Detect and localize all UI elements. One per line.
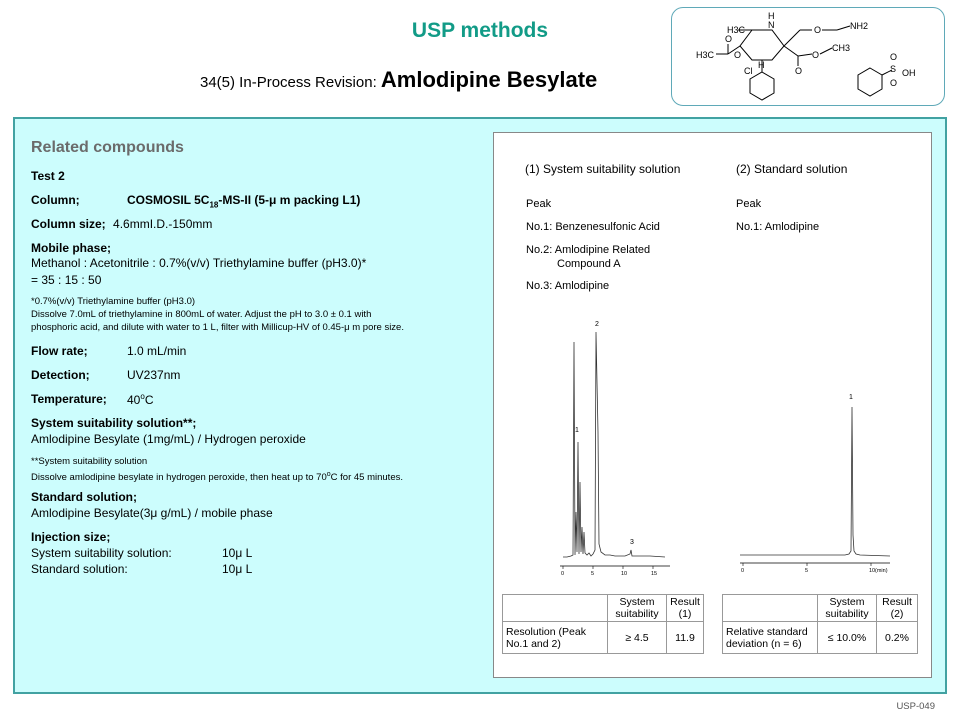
axis-unit: (min)	[875, 568, 888, 574]
result-table-2: System suitability Result (2) Relative standard deviation (n = 6) ≤ 10.0% 0.2%	[722, 594, 918, 654]
mobile-phase-label: Mobile phase;	[31, 241, 112, 255]
axis-tick-label: 5	[591, 571, 595, 577]
compound-name: Amlodipine Besylate	[380, 67, 598, 92]
axis-tick-label: 0	[561, 571, 565, 577]
mobile-phase-line2: = 35 : 15 : 50	[31, 273, 102, 287]
col1-peak-1: No.1: Benzenesulfonic Acid	[526, 221, 660, 233]
axis-tick-label: 10	[621, 571, 628, 577]
axis-tick-label: 15	[651, 571, 658, 577]
column-value: COSMOSIL $5C_{18}-MS-II$ (5-μ m packing L1)	[127, 193, 361, 210]
flow-rate-value: 1.0 mL/min	[127, 344, 187, 358]
chromatogram-1	[555, 312, 675, 577]
chromatogram-2	[735, 385, 895, 577]
axis-tick-label: 0	[741, 568, 745, 574]
col1-peak-2b: Compound A	[557, 258, 621, 270]
flow-rate-label: Flow rate;	[31, 344, 88, 358]
temperature-label: Temperature;	[31, 392, 107, 406]
std-solution-value: Amlodipine Besylate(3μ g/mL) / mobile phase	[31, 506, 273, 520]
structure-label: NH2	[850, 21, 869, 31]
structure-label: O	[812, 50, 820, 60]
structure-label: S	[890, 64, 897, 74]
peak-label-1: 1	[575, 427, 579, 434]
ss-solution-value: Amlodipine Besylate (1mg/mL) / Hydrogen peroxide	[31, 432, 306, 446]
ss-solution-note: **System suitability solution Dissolve amlodipine besylate in hydrogen peroxide, then heat up to 70$^o$C for 45 minutes.	[31, 456, 403, 484]
peak-label-2: 2	[595, 321, 599, 328]
structure-label: H3C	[696, 50, 715, 60]
structure-label: O	[734, 50, 742, 60]
structure-diagram	[672, 8, 944, 105]
std-solution-label: Standard solution;	[31, 490, 137, 504]
injection-label: Injection size;	[31, 530, 111, 544]
column-label: Column;	[31, 193, 80, 207]
structure-label: O	[814, 25, 822, 35]
structure-label: N	[768, 20, 775, 30]
structure-label: OH	[902, 68, 916, 78]
col2-peak: Peak	[736, 198, 762, 210]
structure-label: O	[725, 34, 733, 44]
injection-ss-label: System suitability solution:	[31, 546, 172, 560]
injection-ss-value: 10μ L	[222, 546, 253, 560]
detection-label: Detection;	[31, 368, 90, 382]
structure-label: CH3	[832, 43, 851, 53]
section-title: Related compounds	[31, 139, 184, 156]
axis-tick-label: 5	[805, 568, 809, 574]
chromatogram-2-trace	[740, 407, 890, 556]
col1-title: (1) System suitability solution	[525, 162, 681, 176]
structure-label: H3C	[727, 25, 746, 35]
structure-label: Cl	[744, 66, 753, 76]
page-title: USP methods	[411, 19, 549, 42]
structure-label: H	[768, 11, 775, 21]
structure-label: O	[795, 66, 803, 76]
col1-peak-2: No.2: Amlodipine Related	[526, 244, 651, 256]
temperature-value: 40$^o$C	[127, 392, 154, 407]
chemical-structure	[671, 7, 945, 106]
buffer-note: *0.7%(v/v) Triethylamine buffer (pH3.0) Dissolve 7.0mL of triethylamine in 800mL of water. Adjust the pH to 3.0 ± 0.1 with phosphoric acid, and dilute with water to 1 L, filter with Millicup-HV of 0.45-μ m pore size.	[31, 296, 404, 333]
mobile-phase-line1: Methanol : Acetonitrile : 0.7%(v/v) Triethylamine buffer (pH3.0)*	[31, 256, 367, 270]
peak-label-1: 1	[849, 394, 853, 401]
structure-label: H	[758, 60, 765, 70]
structure-label: O	[890, 78, 898, 88]
peak-label-3: 3	[630, 539, 634, 546]
col1-peak-3: No.3: Amlodipine	[526, 280, 610, 292]
result-table-1: System suitability Result (1) Resolution (Peak No.1 and 2) ≥ 4.5 11.9	[502, 594, 704, 654]
ss-solution-label: System suitability solution**;	[31, 416, 197, 430]
page-id: USP-049	[896, 701, 935, 712]
axis-tick-label: 10	[869, 568, 876, 574]
col1-peak: Peak	[526, 198, 552, 210]
subtitle-prefix: 34(5) In-Process Revision:	[200, 74, 381, 91]
detection-value: UV237nm	[127, 368, 181, 382]
column-size: Column size; 4.6mmI.D.-150mm	[31, 217, 213, 231]
col2-peak-1: No.1: Amlodipine	[736, 221, 820, 233]
chromatogram-1-trace	[563, 332, 665, 557]
col2-title: (2) Standard solution	[736, 162, 848, 176]
injection-std-value: 10μ L	[222, 562, 253, 576]
injection-std-label: Standard solution:	[31, 562, 128, 576]
page-subtitle	[200, 67, 597, 93]
test-label: Test 2	[31, 169, 65, 183]
structure-label: O	[890, 52, 898, 62]
